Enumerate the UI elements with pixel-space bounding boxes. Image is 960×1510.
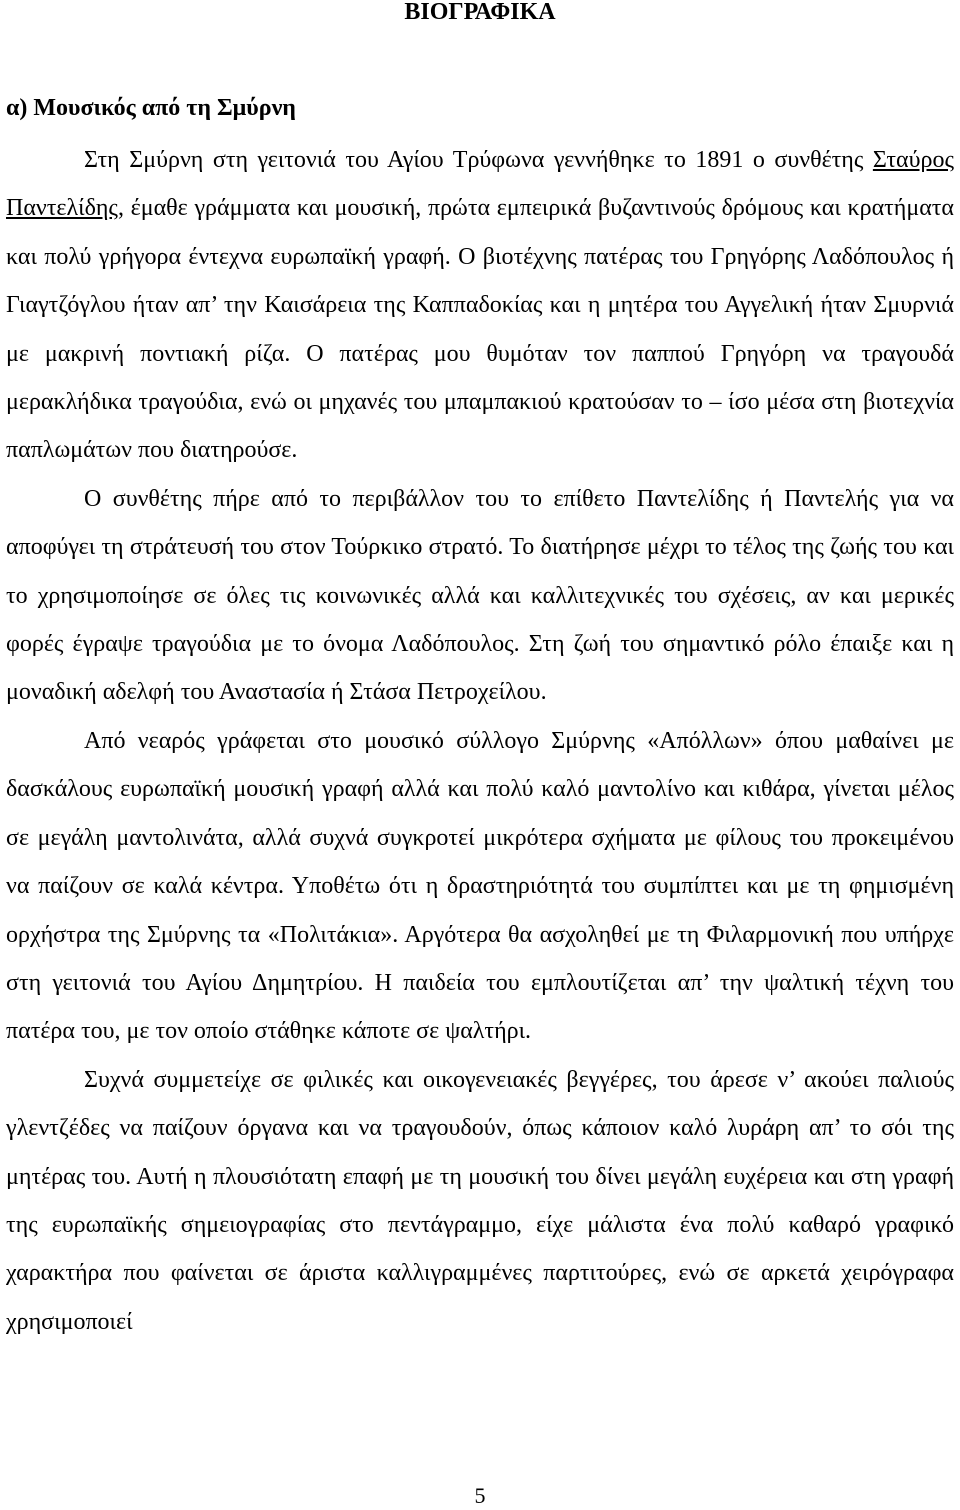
paragraph-1-text-start: Στη Σμύρνη στη γειτονιά του Αγίου Τρύφωνα γεννήθηκε το 1891 ο συνθέτης [84, 147, 873, 173]
paragraph-4: Συχνά συμμετείχε σε φιλικές και οικογενειακές βεγγέρες, του άρεσε ν’ ακούει παλιούς γλεντζέδες να παίζουν όργανα και να τραγουδούν, όπως κάποιον καλό λυράρη απ’ το σόι της μητέρας του. Αυτή η πλουσιότατη επαφή με τη μουσική του δίνει μεγάλη ευχέρεια και στη γραφή της ευρωπαϊκής σημειογραφίας στο πεντάγραμμο, είχε μάλιστα ένα πολύ καθαρό γραφικό χαρακτήρα που φαίνεται σε άριστα καλλιγραμμένες παρτιτούρες, ενώ σε αρκετά χειρόγραφα χρησιμοποιεί [6, 1066, 954, 1335]
paragraph-3: Από νεαρός γράφεται στο μουσικό σύλλογο Σμύρνης «Απόλλων» όπου μαθαίνει με δασκάλους ευρωπαϊκή μουσική γραφή αλλά και πολύ καλό μαντολίνο και κιθάρα, γίνεται μέλος σε μεγάλη μαντολινάτα, αλλά συχνά συγκροτεί μικρότερα σχήματα με φίλους του προκειμένου να παίζουν σε καλά κέντρα. Υποθέτω ότι η δραστηριότητά του συμπίπτει και με τη φημισμένη ορχήστρα της Σμύρνης τα «Πολιτάκια». Αργότερα θα ασχοληθεί με τη Φιλαρμονική που υπήρχε στη γειτονιά του Αγίου Δημητρίου. Η παιδεία του εμπλουτίζεται απ’ την ψαλτική τέχνη του πατέρα του, με τον οποίο στάθηκε κάποτε σε ψαλτήρι. [6, 727, 954, 1045]
paragraph-1-text-end: , έμαθε γράμματα και μουσική, πρώτα εμπειρικά βυζαντινούς δρόμους και κρατήματα και πολύ γρήγορα έντεχνα ευρωπαϊκή γραφή. Ο βιοτέχνης πατέρας του Γρηγόρης Λαδόπουλος ή Γιαγτζόγλου ήταν απ’ την Καισάρεια της Καππαδοκίας και η μητέρα του Αγγελική ήταν Σμυρνιά με μακρινή ποντιακή ρίζα. Ο πατέρας μου θυμόταν τον παππού Γρηγόρη να τραγουδά μερακλήδικα τραγούδια, ενώ οι μηχανές του μπαμπακιού κρατούσαν το – ίσο μέσα στη βιοτεχνία παπλωμάτων που διατηρούσε. [6, 195, 954, 464]
paragraph-2: Ο συνθέτης πήρε από το περιβάλλον του το επίθετο Παντελίδης ή Παντελής για να αποφύγει τη στράτευσή του στον Τούρκικο στρατό. Το διατήρησε μέχρι το τέλος της ζωής του και το χρησιμοποίησε σε όλες τις κοινωνικές αλλά και καλλιτεχνικές του σχέσεις, αν και μερικές φορές έγραψε τραγούδια με το όνομα Λαδόπουλος. Στη ζωή του σημαντικό ρόλο έπαιξε και η μοναδική αδελφή του Αναστασία ή Στάσα Πετροχείλου. [6, 485, 954, 706]
page-number: 5 [474, 1483, 486, 1508]
composer-name-underlined: Σταύρος Παντελίδης [6, 147, 954, 222]
section-heading: α) Μουσικός από τη Σμύρνη [6, 95, 296, 121]
document-title: ΒΙΟΓΡΑΦΙΚΑ [404, 0, 556, 25]
body-text [6, 136, 954, 1346]
paragraph-1 [6, 136, 954, 475]
